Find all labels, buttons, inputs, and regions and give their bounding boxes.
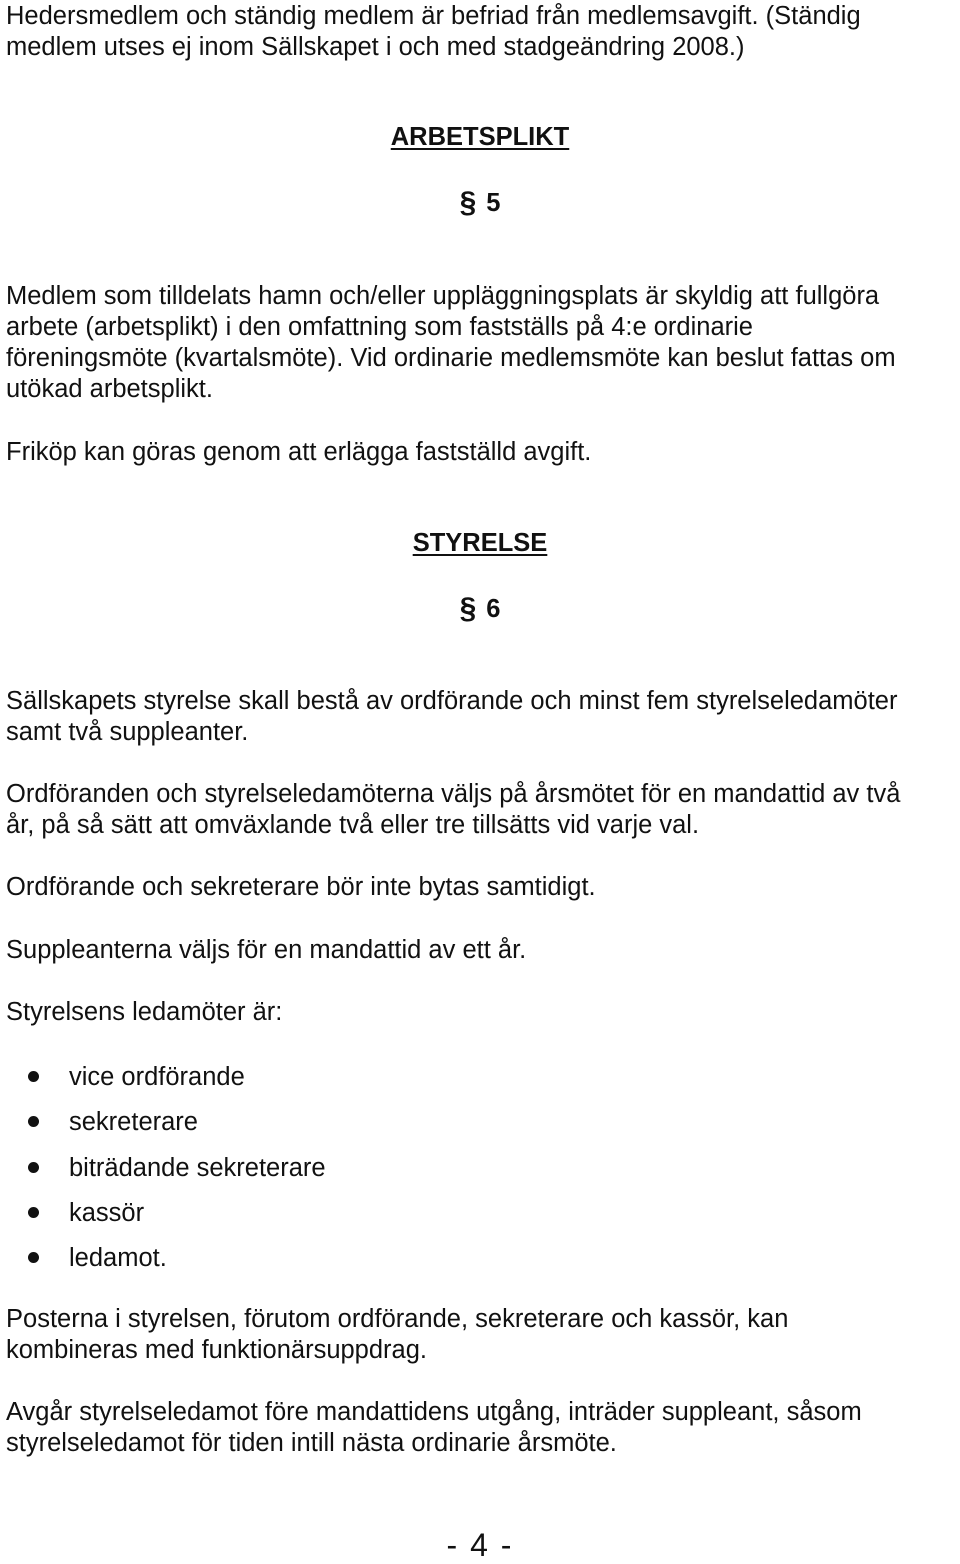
bullet-icon bbox=[28, 1252, 39, 1263]
heading-arbetsplikt: ARBETSPLIKT bbox=[390, 123, 570, 151]
text-line: medlem utses ej inom Sällskapet i och med stadgeändring 2008.) bbox=[6, 33, 745, 61]
section-number-5 bbox=[6, 186, 954, 220]
section-number-6 bbox=[6, 592, 954, 626]
text-line: utökad arbetsplikt. bbox=[6, 375, 213, 403]
text-line: Avgår styrelseledamot före mandattidens utgång, inträder suppleant, såsom bbox=[6, 1398, 862, 1426]
election-paragraph bbox=[6, 779, 900, 841]
section-symbol: § bbox=[459, 592, 477, 625]
text-line: samt två suppleanter. bbox=[6, 718, 249, 746]
document-page bbox=[6, 0, 954, 1561]
text-line: Medlem som tilldelats hamn och/eller uppläggningsplats är skyldig att fullgöra bbox=[6, 282, 880, 310]
list-item-label: sekreterare bbox=[69, 1108, 198, 1137]
heading-styrelse: STYRELSE bbox=[412, 529, 548, 557]
list-item-label: vice ordförande bbox=[69, 1063, 245, 1091]
page-number: - 4 - bbox=[446, 1527, 514, 1563]
deputies-paragraph bbox=[6, 935, 526, 966]
text-line: Ordföranden och styrelseledamöterna väljs på årsmötet för en mandattid av två bbox=[6, 780, 901, 808]
styrelse-composition-paragraph bbox=[6, 686, 897, 748]
posts-paragraph bbox=[6, 1304, 788, 1366]
list-item-label: kassör bbox=[69, 1198, 145, 1227]
text-line: Hedersmedlem och ständig medlem är befriad från medlemsavgift. (Ständig bbox=[6, 2, 861, 30]
text-line: Suppleanterna väljs för en mandattid av ett år. bbox=[6, 936, 527, 964]
text-line: Posterna i styrelsen, förutom ordförande, sekreterare och kassör, kan bbox=[6, 1305, 789, 1333]
text-line: Sällskapets styrelse skall bestå av ordförande och minst fem styrelseledamöter bbox=[6, 687, 898, 715]
arbetsplikt-paragraph bbox=[6, 281, 896, 405]
text-line: Ordförande och sekreterare bör inte bytas samtidigt. bbox=[6, 873, 596, 901]
section-number: 5 bbox=[486, 189, 501, 217]
text-line: arbete (arbetsplikt) i den omfattning som fastställs på 4:e ordinarie bbox=[6, 313, 753, 341]
text-line: år, på så sätt att omväxlande två eller tre tillsätts vid varje val. bbox=[6, 811, 700, 839]
bullet-icon bbox=[28, 1071, 39, 1082]
bullet-icon bbox=[28, 1116, 39, 1127]
text-line: Friköp kan göras genom att erlägga fastställd avgift. bbox=[6, 438, 592, 466]
text-line: föreningsmöte (kvartalsmöte). Vid ordinarie medlemsmöte kan beslut fattas om bbox=[6, 344, 896, 372]
resignation-paragraph bbox=[6, 1397, 862, 1459]
chair-secretary-paragraph bbox=[6, 872, 596, 903]
bullet-icon bbox=[28, 1162, 39, 1173]
text-line: styrelseledamot för tiden intill nästa ordinarie årsmöte. bbox=[6, 1429, 617, 1457]
section-symbol: § bbox=[459, 186, 477, 219]
list-item-label: biträdande sekreterare bbox=[69, 1153, 326, 1182]
list-item-label: ledamot. bbox=[69, 1244, 167, 1273]
bullet-icon bbox=[28, 1207, 39, 1218]
text-line: kombineras med funktionärsuppdrag. bbox=[6, 1336, 427, 1364]
frikop-paragraph bbox=[6, 437, 591, 468]
section-number: 6 bbox=[486, 595, 501, 623]
intro-paragraph bbox=[6, 1, 861, 63]
members-intro-paragraph bbox=[6, 997, 282, 1028]
text-line: Styrelsens ledamöter är: bbox=[6, 998, 283, 1026]
